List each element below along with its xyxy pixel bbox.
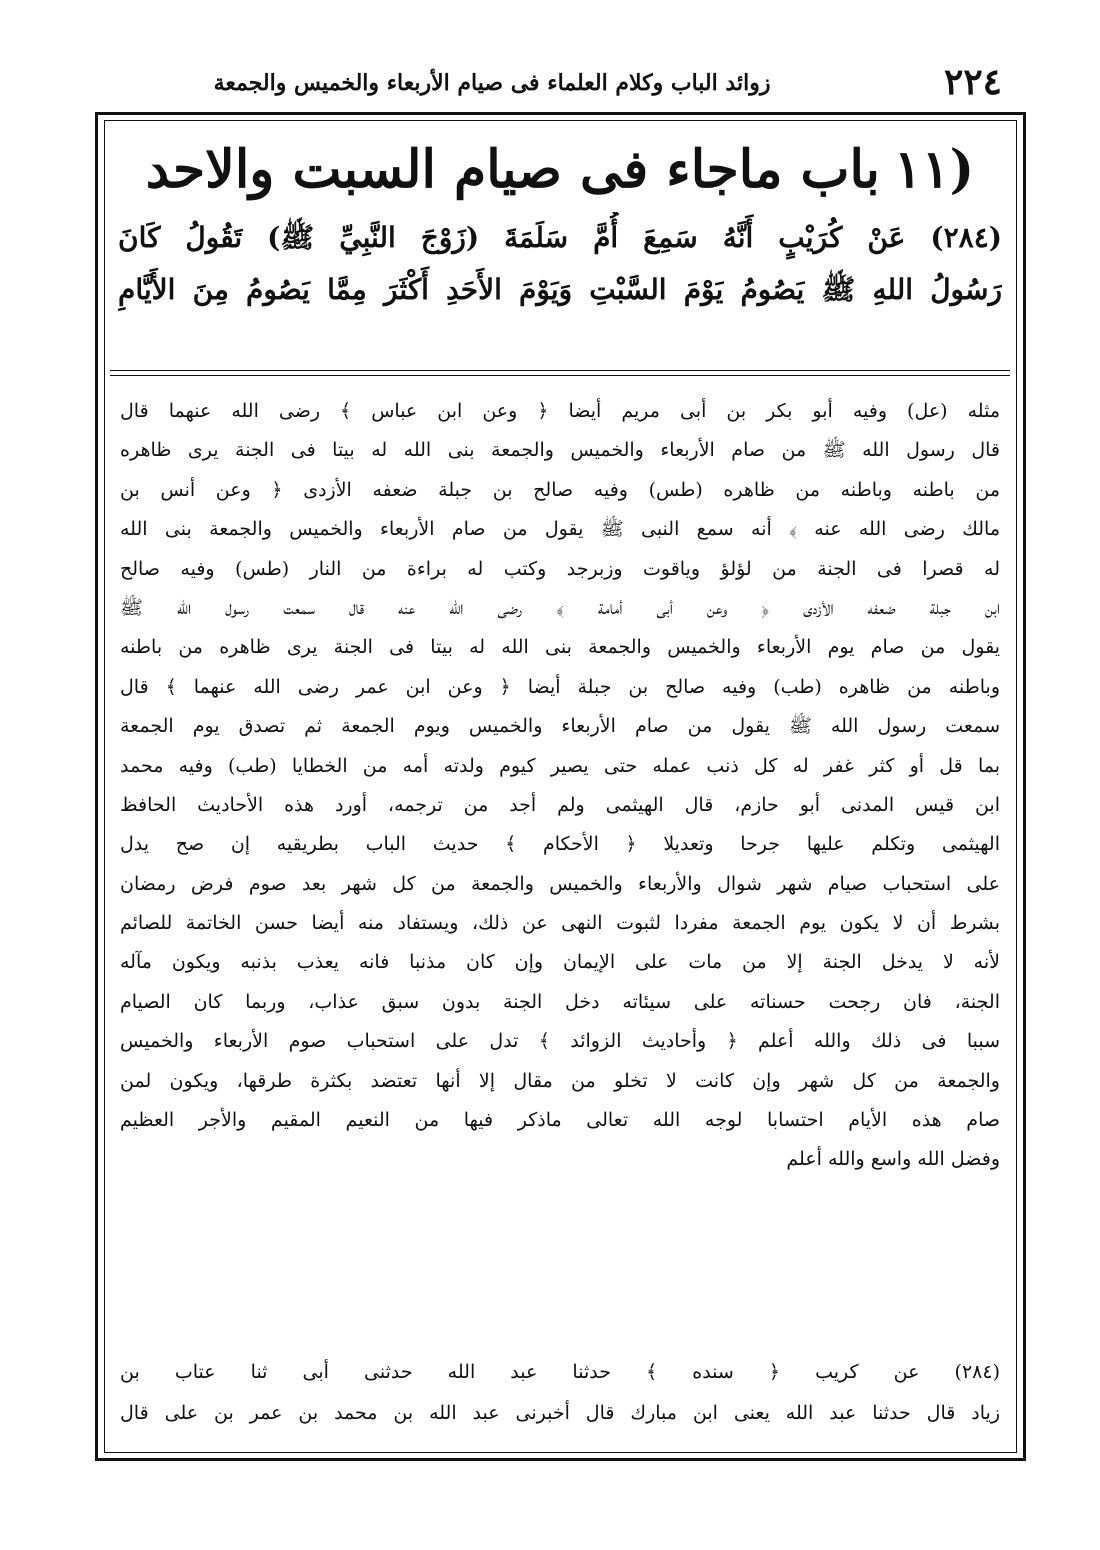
- commentary-line: من باطنه وباطنه من ظاهره (طس) وفيه صالح بن جبلة ضعفه الأزدى ﴿ وعن أنس بن: [120, 478, 1000, 501]
- commentary-line: ابن جبلة ضعفه الأزدى ﴿ وعن أبى أمامة ﴾ رضى الله عنه قال سمعت رسول الله ﷺ: [120, 596, 1000, 619]
- commentary-line: مالك رضى الله عنه ﴾ أنه سمع النبى ﷺ يقول من صام الأربعاء والخميس والجمعة بنى الله: [120, 518, 1000, 541]
- isnad-line: (٢٨٤) عن كريب ﴿ سنده ﴾ حدثنا عبد الله حدثنى أبى ثنا عتاب بن: [120, 1361, 1000, 1383]
- commentary-line: سببا فى ذلك والله أعلم ﴿ وأحاديث الزوائد ﴾ تدل على استحباب صوم الأربعاء والخميس: [120, 1030, 1000, 1053]
- commentary-line: بما قل أو كثر غفر له كل ذنب عمله حتى يصير كيوم ولدته أمه من الخطايا (طب) وفيه محمد: [120, 754, 1000, 777]
- commentary-line: سمعت رسول الله ﷺ يقول من صام الأربعاء والخميس ويوم الجمعة ثم تصدق يوم الجمعة: [120, 715, 1000, 738]
- commentary-line: الجنة، فان رجحت حسناته على سيئاته دخل الجنة بدون سبق عذاب، وربما كان الصيام: [120, 990, 1000, 1013]
- page-number: ٢٢٤: [943, 61, 1002, 103]
- chapter-heading: [120, 134, 1000, 208]
- isnad-text: [120, 1352, 1000, 1434]
- commentary-line: على استحباب صيام شهر شوال والأربعاء والخميس والجمعة من كل شهر بعد صوم فرض رمضان: [120, 872, 1000, 895]
- chapter-title: باب ماجاء فى صيام السبت والاحد: [145, 139, 880, 200]
- chapter-number: (١١: [893, 139, 975, 200]
- isnad-line: زياد قال حدثنا عبد الله يعنى ابن مبارك قال أخبرنى عبد الله بن محمد بن عمر بن على قال: [120, 1402, 1000, 1424]
- section-divider: [110, 370, 1010, 376]
- page-header: [112, 62, 1002, 102]
- commentary-line: بشرط أن لا يكون يوم الجمعة مفردا لثبوت النهى عن ذلك، ويستفاد منه أيضا حسن الخاتمة للصائم: [120, 912, 1000, 935]
- commentary-line: الهيثمى وتكلم عليها جرحا وتعديلا ﴿ الأحكام ﴾ حديث الباب بطريقيه إن صح يدل: [120, 833, 1000, 856]
- commentary-body: [120, 392, 1000, 1180]
- commentary-line: له قصرا فى الجنة من لؤلؤ وياقوت وزبرجد وكتب له براءة من النار (طس) وفيه صالح: [120, 557, 1000, 580]
- hadith-text: [118, 212, 1002, 316]
- commentary-line: مثله (عل) وفيه أبو بكر بن أبى مريم أيضا ﴿ وعن ابن عباس ﴾ رضى الله عنهما قال: [120, 400, 1000, 422]
- commentary-line: يقول من صام يوم الأربعاء والخميس والجمعة بنى الله له بيتا فى الجنة يرى ظاهره من باطنه: [120, 636, 1000, 659]
- running-title: زوائد الباب وكلام العلماء فى صيام الأربعاء والخميس والجمعة: [213, 70, 771, 96]
- commentary-line: صام هذه الأيام احتسابا لوجه الله تعالى ماذكر فيها من النعيم المقيم والأجر العظيم: [120, 1109, 1000, 1132]
- commentary-line: وفضل الله واسع والله أعلم: [786, 1148, 1000, 1171]
- hadith-line: رَسُولُ اللهِ ﷺ يَصُومُ يَوْمَ السَّبْتِ وَيَوْمَ الأَحَدِ أَكْثَرَ مِمَّا يَصُومُ مِنَ الأَيَّامِ: [118, 273, 1002, 306]
- commentary-line: قال رسول الله ﷺ من صام الأربعاء والخميس والجمعة بنى الله له بيتا فى الجنة يرى ظاهره: [120, 439, 1000, 462]
- commentary-line: ابن قيس المدنى أبو حازم، قال الهيثمى ولم أجد من ترجمه، أورد هذه الأحاديث الحافظ: [120, 793, 1000, 816]
- hadith-line: (٢٨٤) عَنْ كُرَيْبٍ أَنَّهُ سَمِعَ أُمَّ سَلَمَةَ (زَوْجَ النَّبِيِّ ﷺ) تَقُولُ كَانَ: [118, 221, 1002, 254]
- commentary-line: وباطنه من ظاهره (طب) وفيه صالح بن جبلة أيضا ﴿ وعن ابن عمر رضى الله عنهما ﴾ قال: [120, 675, 1000, 698]
- commentary-line: لأنه لا يدخل الجنة إلا من مات على الإيمان وإن كان مذنبا فانه يعذب بذنبه ويكون مآله: [120, 951, 1000, 974]
- commentary-line: والجمعة من كل شهر وإن كانت لا تخلو من مقال إلا أنها تعتضد بكثرة طرقها، ويكون لمن: [120, 1069, 1000, 1092]
